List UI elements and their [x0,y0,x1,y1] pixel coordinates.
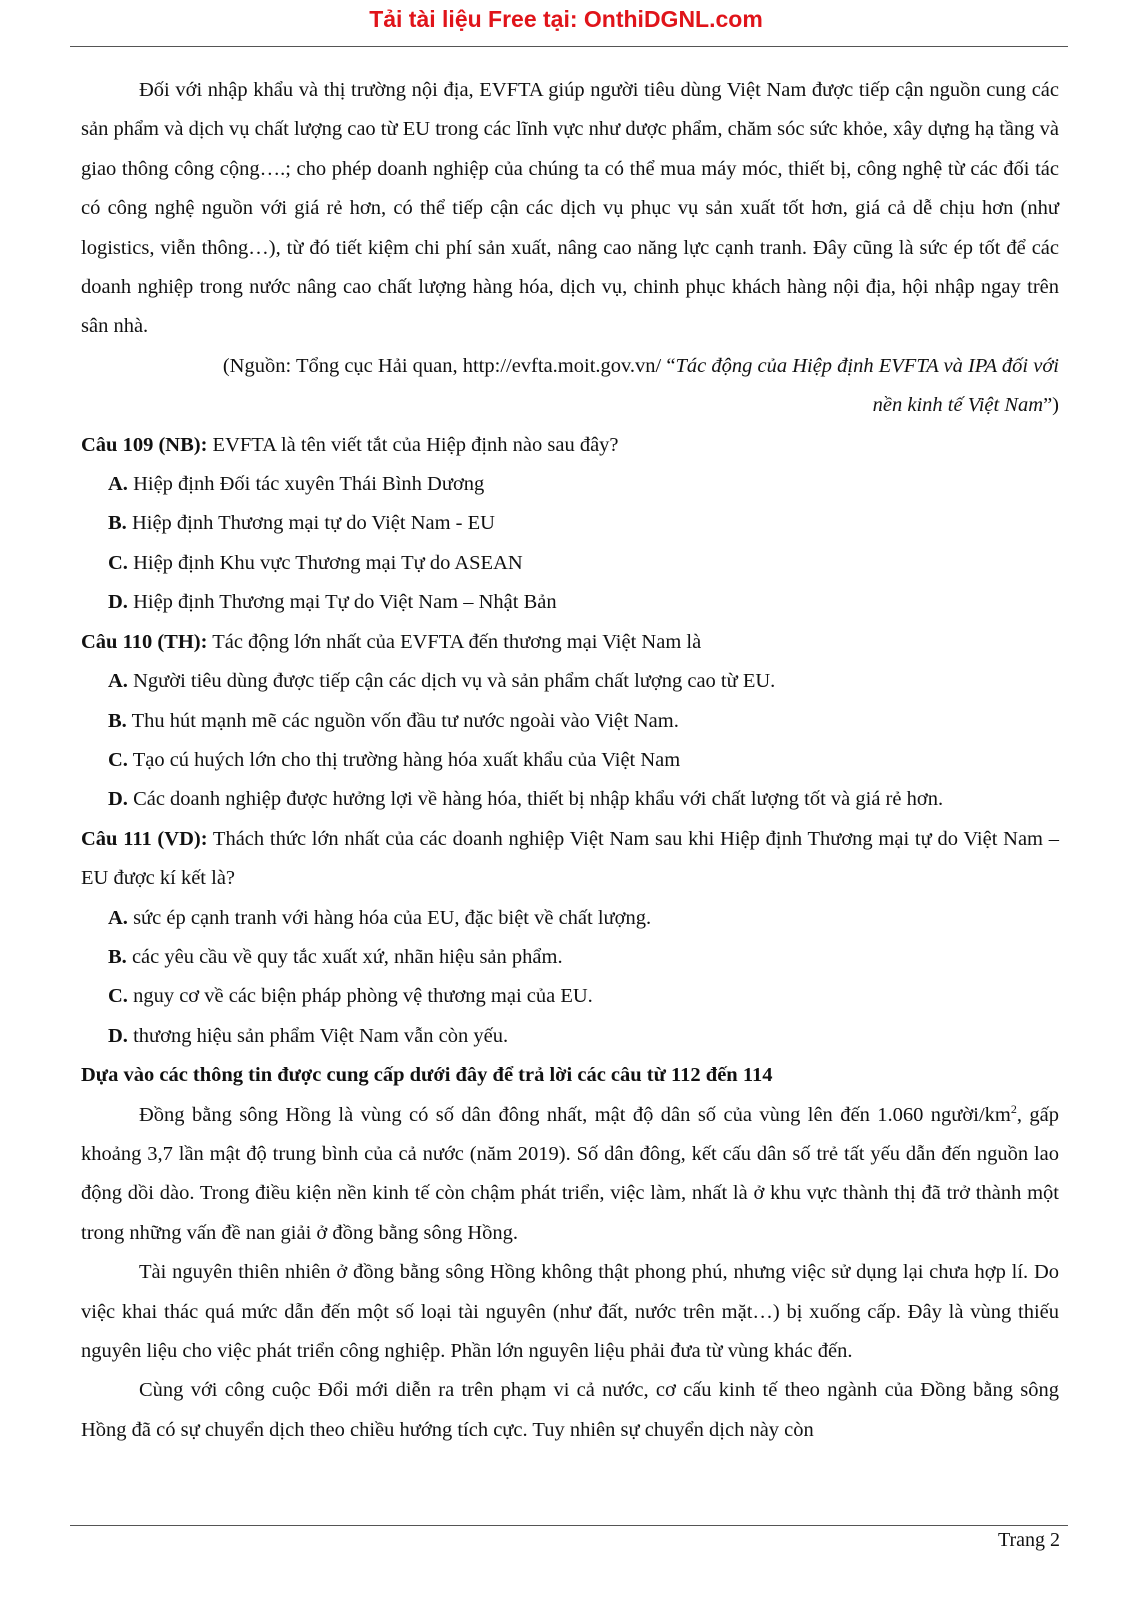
option-text: các yêu cầu về quy tắc xuất xứ, nhãn hiệu sản phẩm. [131,945,563,968]
option-d [81,583,1059,622]
option-text: sức ép cạnh tranh với hàng hóa của EU, đặc biệt về chất lượng. [133,906,652,929]
question-111 [81,820,1059,899]
page-content [81,71,1059,1450]
option-text: Hiệp định Thương mại Tự do Việt Nam – Nhật Bản [133,591,557,614]
source-title-line1: Tác động của Hiệp định EVFTA và IPA đối với [675,354,1059,377]
section-heading: Dựa vào các thông tin được cung cấp dưới đây để trả lời các câu từ 112 đến 114 [81,1064,773,1087]
header-banner[interactable] [0,6,1132,33]
option-text: thương hiệu sản phẩm Việt Nam vẫn còn yếu. [133,1024,509,1047]
option-text: Hiệp định Thương mại tự do Việt Nam - EU [131,512,495,535]
question-text: Thách thức lớn nhất của các doanh nghiệp Việt Nam sau khi Hiệp định Thương mại tự do Việt Nam – EU được kí kết là? [81,827,1059,890]
option-c [81,741,1059,780]
option-letter: D. [108,1024,128,1047]
header-divider [70,46,1068,47]
paragraph-part-a: Đồng bằng sông Hồng là vùng có số dân đông nhất, mật độ dân số của vùng lên đến 1.060 người/km [139,1103,1011,1126]
passage-source [81,347,1059,426]
option-b [81,504,1059,543]
option-letter: A. [108,906,128,929]
page-number: Trang 2 [997,1529,1060,1551]
option-letter: B. [108,945,127,968]
option-d [81,1017,1059,1056]
option-b [81,702,1059,741]
question-label: Câu 109 (NB): [81,433,208,456]
option-letter: A. [108,473,128,496]
source-suffix: ”) [1043,394,1059,417]
option-letter: B. [108,709,127,732]
option-c [81,544,1059,583]
passage-paragraph: Đối với nhập khẩu và thị trường nội địa, EVFTA giúp người tiêu dùng Việt Nam được tiếp cận nguồn cung các sản phẩm và dịch vụ chất lượng cao từ EU trong các lĩnh vực như dược phẩm, chăm sóc sức khỏe, xây dựng hạ tầng và giao thông công cộng….; cho phép doanh nghiệp của chúng ta có thể mua máy móc, thiết bị, công nghệ từ các đối tác có công nghệ nguồn với giá rẻ hơn, có thể tiếp cận các dịch vụ phục vụ sản xuất tốt hơn, giá cả dễ chịu hơn (như logistics, viễn thông…), từ đó tiết kiệm chi phí sản xuất, nâng cao năng lực cạnh tranh. Đây cũng là sức ép tốt để các doanh nghiệp trong nước nâng cao chất lượng hàng hóa, dịch vụ, chinh phục khách hàng nội địa, hội nhập ngay trên sân nhà. [81,79,1059,338]
superscript: 2 [1010,1101,1017,1116]
option-text: Các doanh nghiệp được hưởng lợi về hàng hóa, thiết bị nhập khẩu với chất lượng tốt và giá rẻ hơn. [133,788,944,811]
question-text: EVFTA là tên viết tắt của Hiệp định nào sau đây? [212,433,619,456]
section-paragraph-1 [81,1096,1059,1254]
question-109 [81,426,1059,465]
source-title-line2: nền kinh tế Việt Nam [872,394,1044,417]
option-letter: C. [108,748,128,771]
option-a [81,465,1059,504]
source-prefix: (Nguồn: Tổng cục Hải quan, http://evfta.moit.gov.vn/ “ [222,354,676,377]
question-label: Câu 111 (VD): [81,827,208,850]
option-a [81,899,1059,938]
option-a [81,662,1059,701]
section-paragraph-2: Tài nguyên thiên nhiên ở đồng bằng sông Hồng không thật phong phú, nhưng việc sử dụng lại chưa hợp lí. Do việc khai thác quá mức dẫn đến một số loại tài nguyên (như đất, nước trên mặt…) bị xuống cấp. Đây là vùng thiếu nguyên liệu cho việc phát triển công nghiệp. Phần lớn nguyên liệu phải đưa từ vùng khác đến. [81,1261,1059,1362]
option-text: Tạo cú huých lớn cho thị trường hàng hóa xuất khẩu của Việt Nam [132,748,681,771]
option-d [81,780,1059,819]
option-letter: C. [108,551,128,574]
paragraph-part-b: , gấp khoảng 3,7 lần mật độ trung bình của cả nước (năm 2019). Số dân đông, kết cấu dân số trẻ tất yếu dẫn đến nguồn lao động dồi dào. Trong điều kiện nền kinh tế còn chậm phát triển, việc làm, nhất là ở khu vực thành thị đã trở thành một trong những vấn đề nan giải ở đồng bằng sông Hồng. [81,1103,1059,1244]
option-text: Hiệp định Khu vực Thương mại Tự do ASEAN [133,551,523,574]
option-letter: D. [108,788,128,811]
option-letter: A. [108,670,128,693]
option-text: nguy cơ về các biện pháp phòng vệ thương mại của EU. [133,985,593,1008]
header-title[interactable]: Tải tài liệu Free tại: OnthiDGNL.com [369,6,763,32]
option-b [81,938,1059,977]
option-letter: C. [108,985,128,1008]
option-text: Người tiêu dùng được tiếp cận các dịch vụ và sản phẩm chất lượng cao từ EU. [133,670,776,693]
option-letter: B. [108,512,127,535]
question-110 [81,623,1059,662]
option-text: Thu hút mạnh mẽ các nguồn vốn đầu tư nước ngoài vào Việt Nam. [131,709,679,732]
option-letter: D. [108,591,128,614]
section-paragraph-3: Cùng với công cuộc Đổi mới diễn ra trên phạm vi cả nước, cơ cấu kinh tế theo ngành của Đồng bằng sông Hồng đã có sự chuyển dịch theo chiều hướng tích cực. Tuy nhiên sự chuyển dịch này còn [81,1379,1059,1441]
footer-divider [70,1525,1068,1526]
question-text: Tác động lớn nhất của EVFTA đến thương mại Việt Nam là [212,630,702,653]
option-c [81,977,1059,1016]
question-label: Câu 110 (TH): [81,630,208,653]
option-text: Hiệp định Đối tác xuyên Thái Bình Dương [133,473,485,496]
